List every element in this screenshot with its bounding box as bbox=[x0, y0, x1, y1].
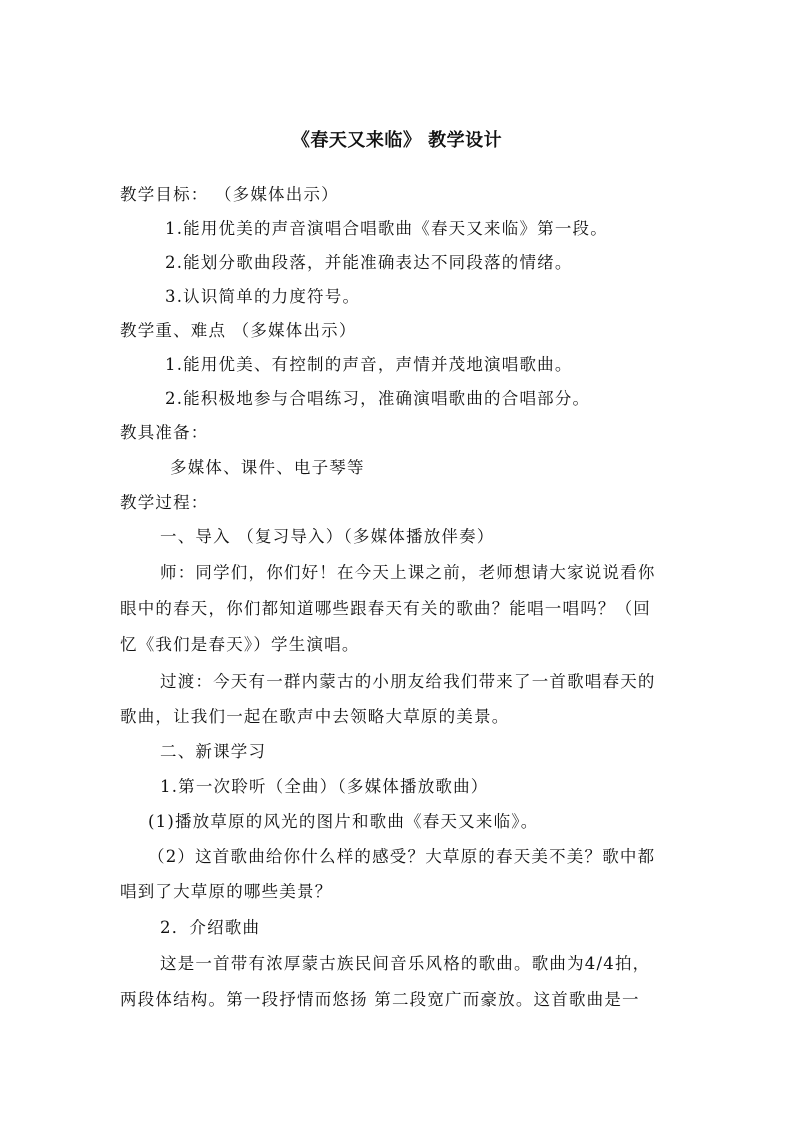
paragraph-line: 师：同学们，你们好！在今天上课之前，老师想请大家说说看你 bbox=[160, 563, 656, 582]
objective-item-3: 3.认识简单的力度符号。 bbox=[165, 287, 361, 306]
materials-list: 多媒体、课件、电子琴等 bbox=[170, 458, 365, 477]
section-heading-key-points: 教学重、难点 （多媒体出示） bbox=[120, 321, 357, 340]
paragraph-line: 忆《我们是春天》）学生演唱。 bbox=[120, 635, 360, 654]
paragraph-line: 眼中的春天，你们都知道哪些跟春天有关的歌曲？能唱一唱吗？（回 bbox=[120, 599, 651, 618]
paragraph-line: 过渡：今天有一群内蒙古的小朋友给我们带来了一首歌唱春天的 bbox=[160, 672, 656, 691]
document-title: 《春天又来临》 教学设计 bbox=[291, 130, 503, 151]
paragraph-line: 这是一首带有浓厚蒙古族民间音乐风格的歌曲。歌曲为4/4拍， bbox=[160, 954, 651, 973]
paragraph-line: 唱到了大草原的哪些美景？ bbox=[120, 882, 333, 901]
list-item: (1)播放草原的风光的图片和歌曲《春天又来临》。 bbox=[148, 812, 539, 831]
step-heading-new-lesson: 二、新课学习 bbox=[160, 742, 267, 761]
section-heading-materials: 教具准备： bbox=[120, 423, 209, 442]
paragraph-line: 两段体结构。第一段抒情而悠扬 第二段宽广而豪放。这首歌曲是一 bbox=[120, 990, 640, 1009]
list-item: （2）这首歌曲给你什么样的感受？大草原的春天美不美？歌中都 bbox=[148, 847, 656, 866]
section-heading-objectives: 教学目标： （多媒体出示） bbox=[120, 185, 339, 204]
key-point-item-2: 2.能积极地参与合唱练习，准确演唱歌曲的合唱部分。 bbox=[165, 389, 591, 408]
sub-step-song-intro: 2．介绍歌曲 bbox=[160, 918, 261, 937]
section-heading-process: 教学过程： bbox=[120, 493, 209, 512]
key-point-item-1: 1.能用优美、有控制的声音，声情并茂地演唱歌曲。 bbox=[165, 355, 573, 374]
sub-step-first-listen: 1.第一次聆听（全曲）（多媒体播放歌曲） bbox=[160, 777, 489, 796]
step-heading-intro: 一、导入 （复习导入）（多媒体播放伴奏） bbox=[160, 527, 495, 546]
objective-item-2: 2.能划分歌曲段落，并能准确表达不同段落的情绪。 bbox=[165, 253, 573, 272]
paragraph-line: 歌曲，让我们一起在歌声中去领略大草原的美景。 bbox=[120, 707, 510, 726]
objective-item-1: 1.能用优美的声音演唱合唱歌曲《春天又来临》第一段。 bbox=[165, 219, 608, 238]
